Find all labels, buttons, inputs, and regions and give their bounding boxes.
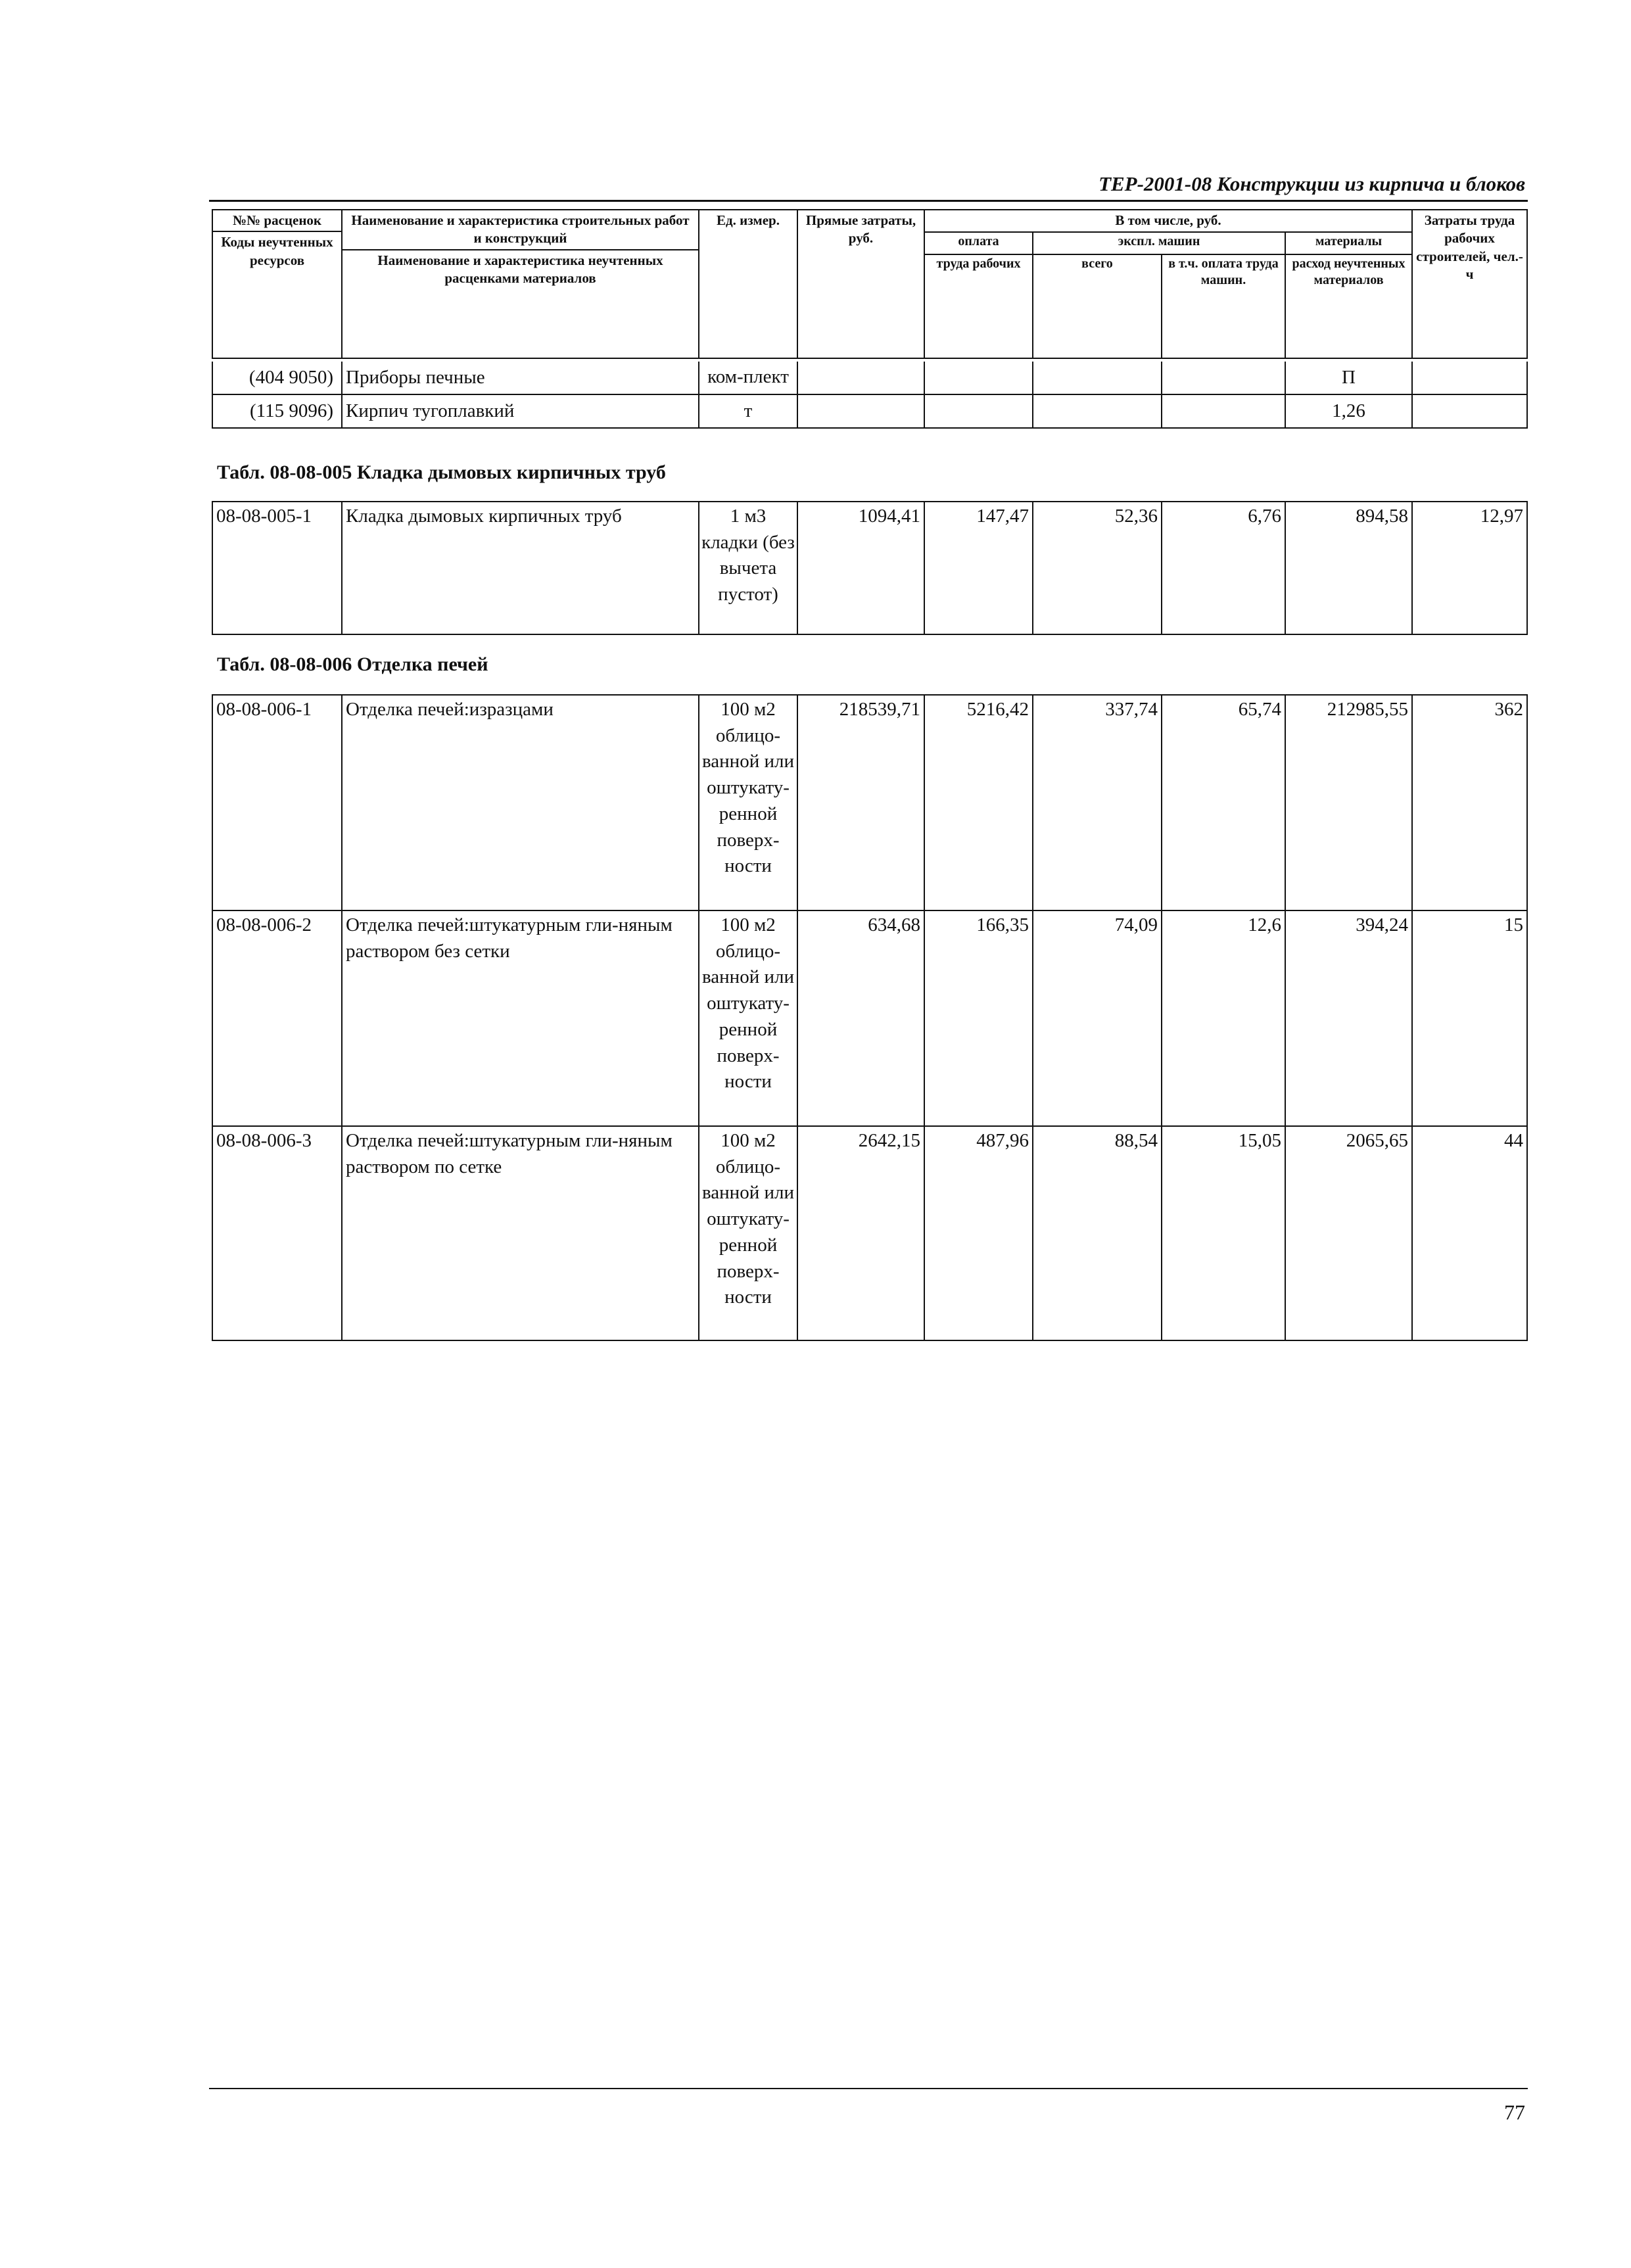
- header-unit: Ед. измер.: [699, 210, 797, 358]
- worker-wages: 166,35: [924, 910, 1033, 1126]
- rate-name: Отделка печей:изразцами: [342, 695, 699, 910]
- header-rule: [209, 200, 1528, 202]
- worker-wages: 5216,42: [924, 695, 1033, 910]
- table-row: [212, 502, 1527, 634]
- resource-name: Приборы печные: [342, 362, 699, 394]
- resource-amount: П: [1285, 362, 1412, 394]
- header-in-total: В том числе, руб.: [924, 210, 1412, 232]
- resource-unit: т: [699, 394, 797, 428]
- header-names-cell: [342, 210, 699, 358]
- machine-costs: 52,36: [1033, 502, 1162, 634]
- worker-wages: 147,47: [924, 502, 1033, 634]
- table-row: [212, 910, 1527, 1126]
- labor-costs: 12,97: [1412, 502, 1527, 634]
- resources-table: [212, 362, 1528, 429]
- header-machines-top: экспл. машин: [1033, 232, 1285, 254]
- running-header: ТЕР-2001-08 Конструкции из кирпича и блоков: [1099, 172, 1525, 195]
- rate-code: 08-08-006-3: [212, 1126, 342, 1340]
- labor-costs: 44: [1412, 1126, 1527, 1340]
- direct-costs: 218539,71: [797, 695, 924, 910]
- table-row: [212, 1126, 1527, 1340]
- table-006: [212, 694, 1528, 1341]
- material-costs: 894,58: [1285, 502, 1412, 634]
- labor-costs: 362: [1412, 695, 1527, 910]
- material-costs: 394,24: [1285, 910, 1412, 1126]
- header-materials-bottom: расход неучтенных материалов: [1285, 254, 1412, 358]
- rate-code: 08-08-006-1: [212, 695, 342, 910]
- resource-amount: 1,26: [1285, 394, 1412, 428]
- header-pay-bottom: труда рабочих: [924, 254, 1033, 358]
- machine-costs: 337,74: [1033, 695, 1162, 910]
- rate-unit: 100 м2 облицо-ванной или оштукату-ренной поверх-ности: [699, 695, 797, 910]
- rate-code: 08-08-005-1: [212, 502, 342, 634]
- machine-costs: 74,09: [1033, 910, 1162, 1126]
- resource-row: [212, 362, 1527, 394]
- direct-costs: 2642,15: [797, 1126, 924, 1340]
- resource-code: (115 9096): [212, 394, 342, 428]
- rate-name: Кладка дымовых кирпичных труб: [342, 502, 699, 634]
- table-005-caption: Табл. 08-08-005 Кладка дымовых кирпичных труб: [217, 461, 666, 483]
- table-row: [212, 695, 1527, 910]
- direct-costs: 634,68: [797, 910, 924, 1126]
- machine-operator-wages: 15,05: [1162, 1126, 1285, 1340]
- header-col1-bottom: Коды неучтенных ресурсов: [221, 234, 333, 268]
- labor-costs: 15: [1412, 910, 1527, 1126]
- worker-wages: 487,96: [924, 1126, 1033, 1340]
- header-labor: Затраты труда рабочих строителей, чел.-ч: [1412, 210, 1527, 358]
- rate-code: 08-08-006-2: [212, 910, 342, 1126]
- header-col1-top: №№ расценок: [213, 212, 341, 232]
- material-costs: 212985,55: [1285, 695, 1412, 910]
- resource-row: [212, 394, 1527, 428]
- header-machines-incl: в т.ч. оплата труда машин.: [1162, 254, 1285, 358]
- table-006-caption: Табл. 08-08-006 Отделка печей: [217, 653, 488, 675]
- machine-operator-wages: 6,76: [1162, 502, 1285, 634]
- column-header-table: [212, 209, 1528, 359]
- resource-unit: ком-плект: [699, 362, 797, 394]
- header-col2-top: Наименование и характеристика строительных работ и конструкций: [343, 212, 698, 250]
- footer-rule: [209, 2088, 1528, 2089]
- header-codes-cell: [212, 210, 342, 358]
- header-materials-top: материалы: [1285, 232, 1412, 254]
- direct-costs: 1094,41: [797, 502, 924, 634]
- rate-unit: 100 м2 облицо-ванной или оштукату-ренной поверх-ности: [699, 1126, 797, 1340]
- machine-operator-wages: 12,6: [1162, 910, 1285, 1126]
- rate-name: Отделка печей:штукатурным гли-няным раствором по сетке: [342, 1126, 699, 1340]
- header-pay-top: оплата: [924, 232, 1033, 254]
- table-005: [212, 501, 1528, 635]
- machine-operator-wages: 65,74: [1162, 695, 1285, 910]
- resource-name: Кирпич тугоплавкий: [342, 394, 699, 428]
- resource-code: (404 9050): [212, 362, 342, 394]
- machine-costs: 88,54: [1033, 1126, 1162, 1340]
- rate-name: Отделка печей:штукатурным гли-няным раствором без сетки: [342, 910, 699, 1126]
- header-machines-all: всего: [1033, 254, 1162, 358]
- rate-unit: 1 м3 кладки (без вычета пустот): [699, 502, 797, 634]
- rate-unit: 100 м2 облицо-ванной или оштукату-ренной поверх-ности: [699, 910, 797, 1126]
- header-direct-costs: Прямые затраты, руб.: [797, 210, 924, 358]
- page-number: 77: [1504, 2100, 1525, 2124]
- header-col2-bottom: Наименование и характеристика неучтенных расценками материалов: [377, 252, 663, 286]
- material-costs: 2065,65: [1285, 1126, 1412, 1340]
